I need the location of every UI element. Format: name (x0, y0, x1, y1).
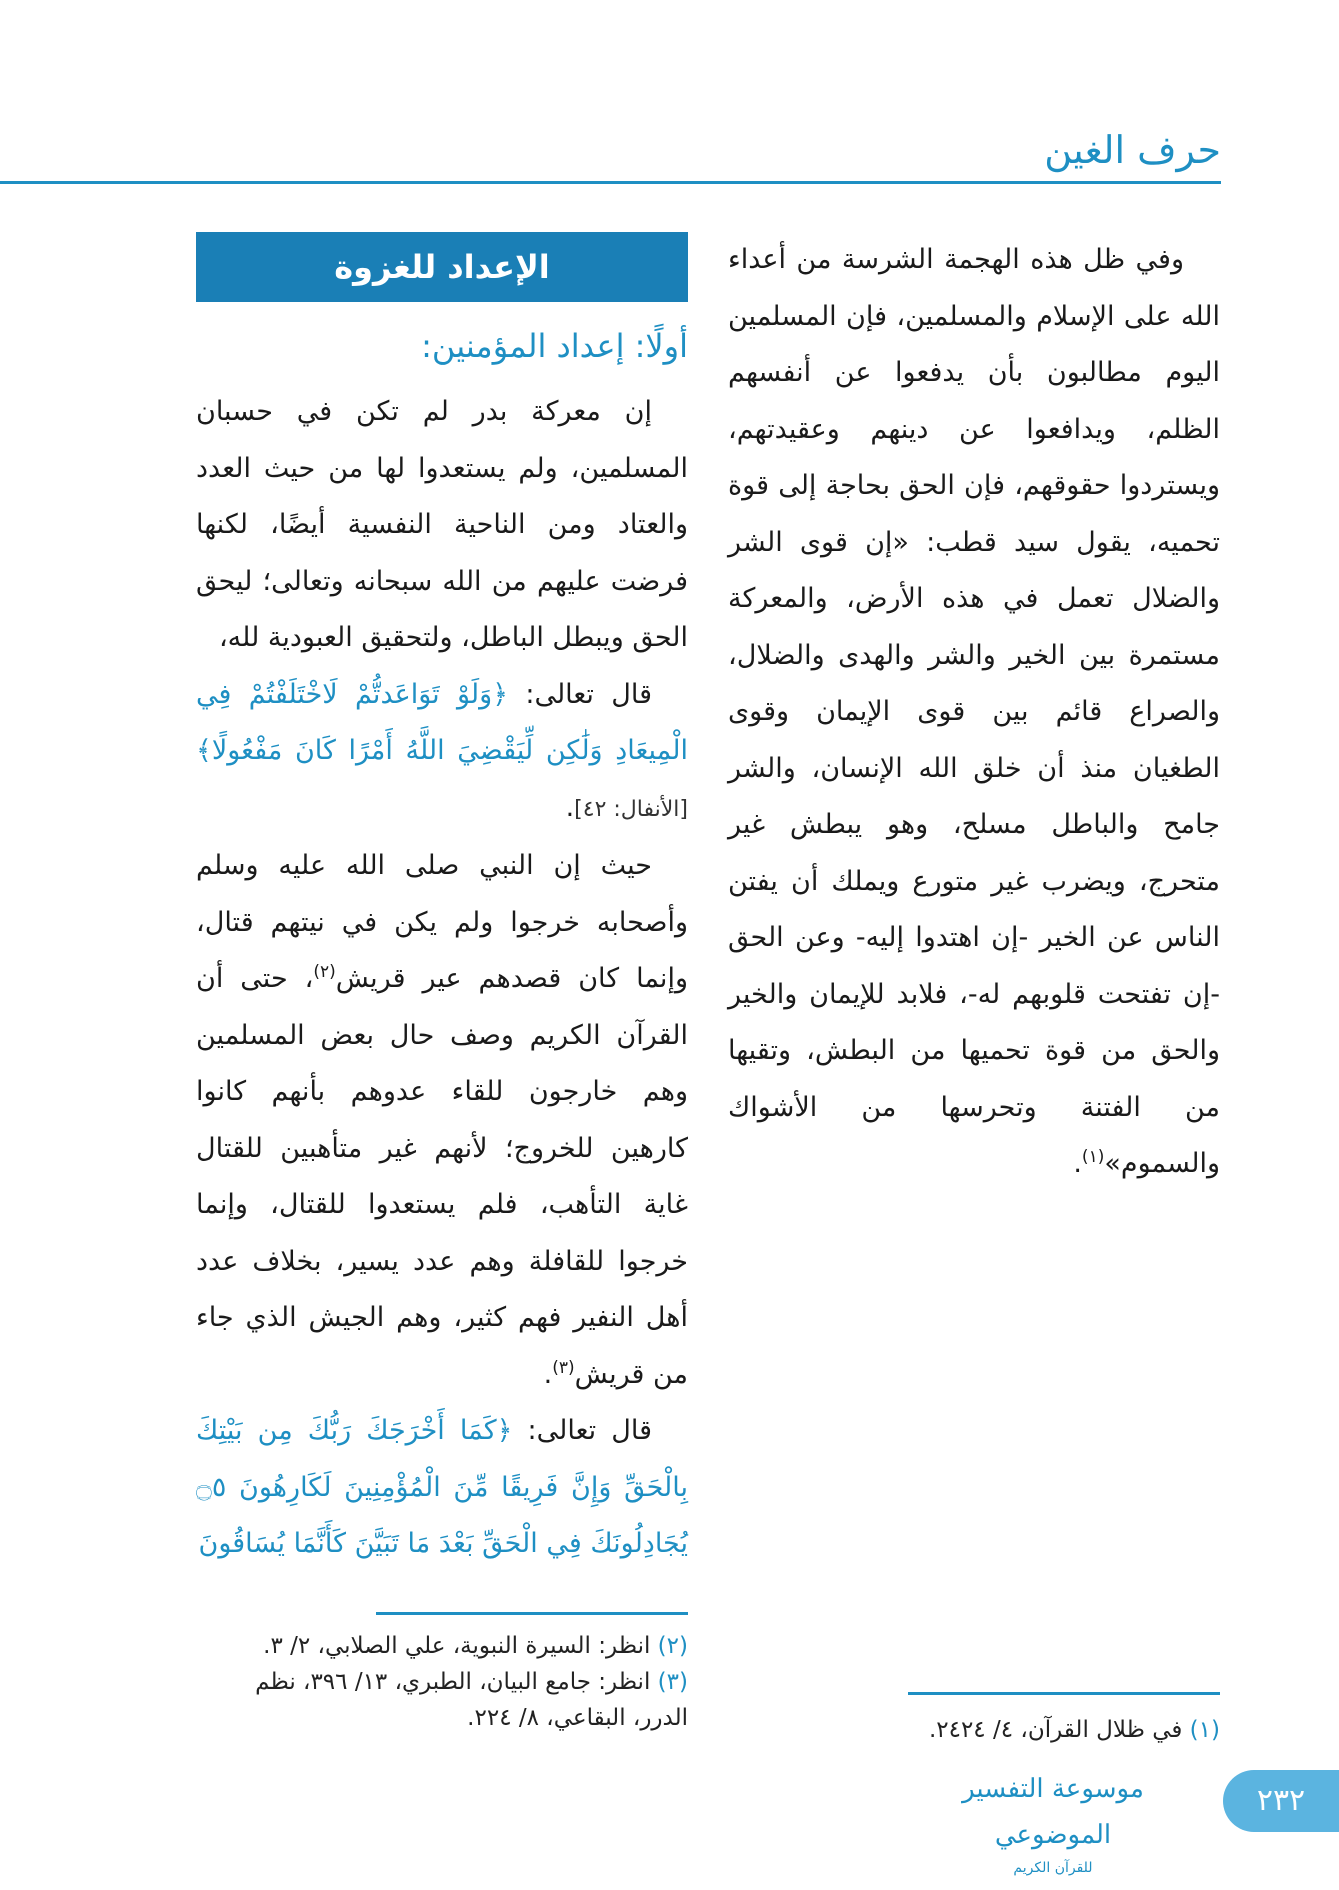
section-title-bar: الإعداد للغزوة (196, 232, 688, 302)
footnote-text: انظر: جامع البيان، الطبري، ١٣/ ٣٩٦، نظم الدرر، البقاعي، ٨/ ٢٢٤. (255, 1669, 688, 1731)
left-paragraph-2 (196, 838, 688, 1403)
quran-quote-2 (196, 1403, 688, 1573)
left-paragraph-1: إن معركة بدر لم تكن في حسبان المسلمين، ولم يستعدوا لها من حيث العدد والعتاد ومن الناحية النفسية أيضًا، لكنها فرضت عليهم من الله سبحانه وتعالى؛ ليحق الحق ويبطل الباطل، ولتحقيق العبودية لله، (196, 396, 688, 653)
footnote-item (196, 1628, 688, 1664)
footnote-number: (٣) (657, 1669, 688, 1695)
logo-title: موسوعة التفسير الموضوعي (962, 1774, 1144, 1850)
footnote-number: (٢) (657, 1633, 688, 1659)
right-column (728, 232, 1220, 1193)
footnote-item (196, 1664, 688, 1736)
quran-open-bracket: ﴿ (496, 1415, 513, 1446)
right-paragraph (728, 232, 1220, 1193)
footnote-rule-left (376, 1612, 688, 1615)
footnote-rule-right (908, 1692, 1220, 1695)
footnote-ref-1[interactable]: (١) (1081, 1147, 1105, 1167)
footnote-item (900, 1712, 1220, 1748)
quran-quote-1 (196, 667, 688, 839)
footnote-text: في ظلال القرآن، ٤/ ٢٤٢٤. (928, 1717, 1183, 1743)
footnote-text: انظر: السيرة النبوية، علي الصلابي، ٢/ ٣. (263, 1633, 651, 1659)
paragraph-end: . (543, 1358, 553, 1390)
quran-open-bracket: ﴿ (492, 678, 509, 710)
header-rule (0, 181, 1221, 184)
running-header-title: حرف الغين (1044, 128, 1221, 172)
quran-verse-text: وَلَوْ تَوَاعَدتُّمْ لَاخْتَلَفْتُمْ فِي الْمِيعَادِ وَلَٰكِن لِّيَقْضِيَ اللَّهُ أَمْرًا كَانَ مَفْعُولًا (196, 678, 688, 766)
paragraph-text: ، حتى أن القرآن الكريم وصف حال بعض المسلمين وهم خارجون للقاء عدوهم بأنهم كانوا كارهين للخروج؛ لأنهم غير متأهبين للقتال غاية التأهب، فلم يستعدوا للقتال، وإنما خرجوا للقافلة وهم عدد يسير، بخلاف عدد أهل النفير فهم كثير، وهم الجيش الذي جاء من قريش (196, 963, 688, 1390)
quote-intro: قال تعالى: (525, 678, 652, 710)
quran-verse-text: كَمَا أَخْرَجَكَ رَبُّكَ مِن بَيْتِكَ بِالْحَقِّ وَإِنَّ فَرِيقًا مِّنَ الْمُؤْمِنِينَ لَكَارِهُونَ ۝٥ يُجَادِلُونَكَ فِي الْحَقِّ بَعْدَ مَا تَبَيَّنَ كَأَنَّمَا يُسَاقُونَ (196, 1415, 688, 1559)
paragraph-text: حيث إن النبي صلى الله عليه وسلم وأصحابه خرجوا ولم يكن في نيتهم قتال، وإنما كان قصدهم عير قريش (196, 850, 688, 994)
quran-close-bracket: ﴾ (196, 735, 212, 766)
footnotes-right (900, 1712, 1220, 1748)
quote-intro: قال تعالى: (527, 1415, 652, 1446)
footnote-ref-2[interactable]: (٢) (313, 962, 336, 982)
encyclopedia-logo (930, 1766, 1176, 1876)
footnote-number: (١) (1189, 1717, 1220, 1743)
right-paragraph-end: . (1073, 1148, 1082, 1179)
subheading: أولًا: إعداد المؤمنين: (421, 327, 688, 365)
footnotes-left (196, 1628, 688, 1736)
verse-reference: [الأنفال: ٤٢] (574, 796, 688, 822)
logo-subtitle: للقرآن الكريم (1013, 1860, 1093, 1876)
footnote-ref-3[interactable]: (٣) (552, 1357, 575, 1378)
right-paragraph-text: وفي ظل هذه الهجمة الشرسة من أعداء الله على الإسلام والمسلمين، فإن المسلمين اليوم مطالبون بأن يدفعوا عن أنفسهم الظلم، ويدافعوا عن دينهم وعقيدتهم، ويستردوا حقوقهم، فإن الحق بحاجة إلى قوة تحميه، يقول سيد قطب: «إن قوى الشر والضلال تعمل في هذه الأرض، والمعركة مستمرة بين الخير والشر والهدى والضلال، والصراع قائم بين قوى الإيمان وقوى الطغيان منذ أن خلق الله الإنسان، والشر جامح والباطل مسلح، وهو يبطش غير متحرج، ويضرب غير متورع ويملك أن يفتن الناس عن الخير -إن اهتدوا إليه- وعن الحق -إن تفتحت قلوبهم له-، فلابد للإيمان والخير والحق من قوة تحميها من البطش، وتقيها من الفتنة وتحرسها من الأشواك والسموم» (728, 244, 1220, 1179)
left-column (196, 232, 688, 1573)
quote-end: . (565, 791, 575, 823)
page-number-badge: ٢٣٢ (1223, 1770, 1339, 1832)
